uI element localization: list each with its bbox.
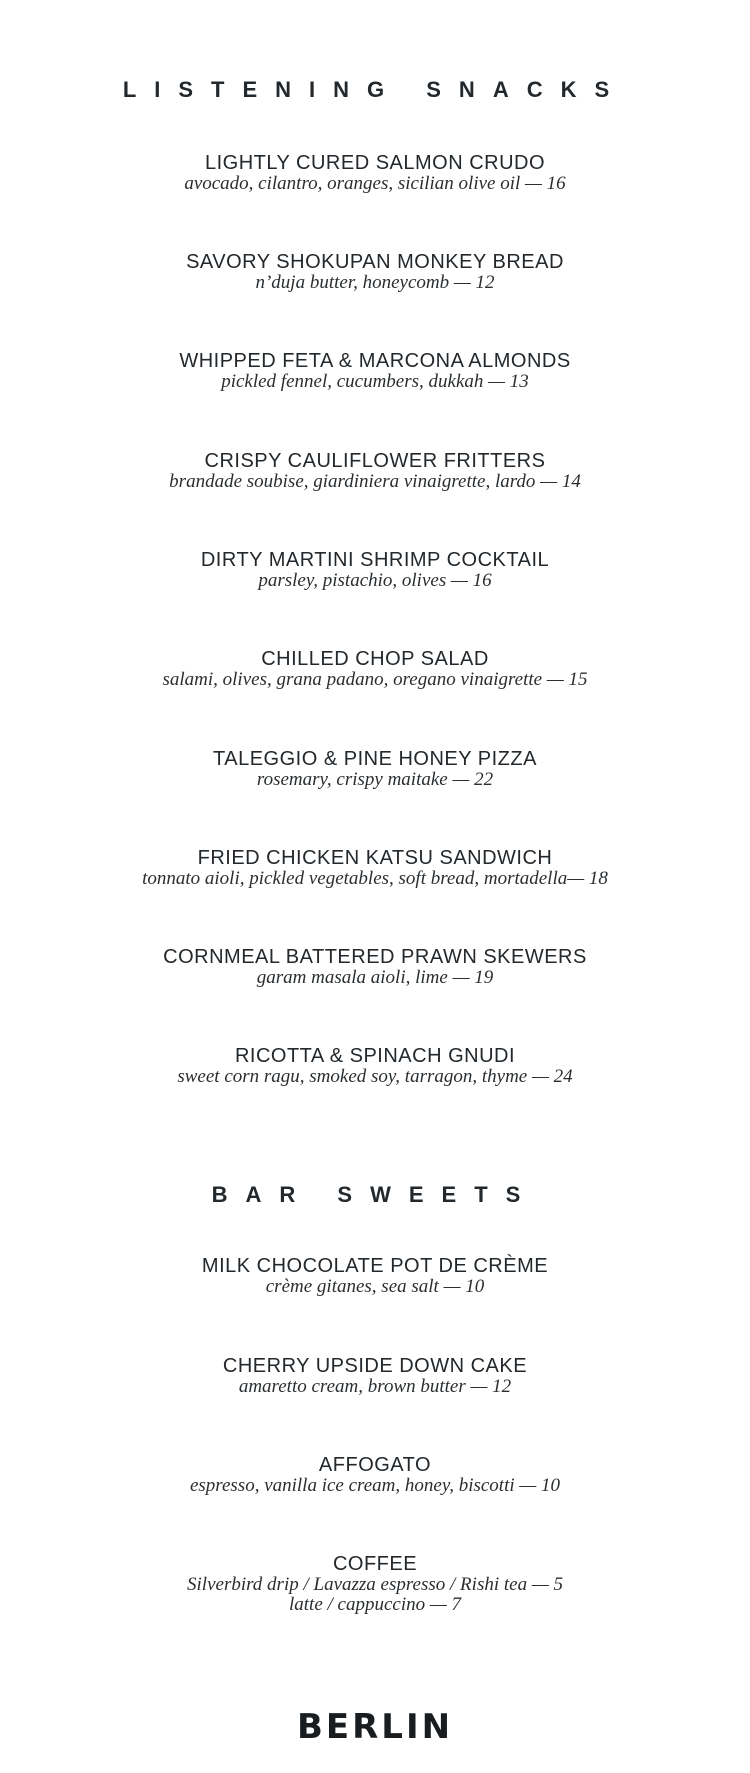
menu-item: [0, 847, 750, 889]
menu-item: [0, 648, 750, 690]
menu-item-description: brandade soubise, giardiniera vinaigrette, lardo — 14: [169, 471, 581, 492]
menu-item-description: amaretto cream, brown butter — 12: [238, 1376, 512, 1397]
menu-item-name: LIGHTLY CURED SALMON CRUDO: [204, 152, 546, 174]
menu-item-description: rosemary, crispy maitake — 22: [256, 769, 494, 790]
menu-item: [0, 1355, 750, 1397]
menu-item: [0, 549, 750, 591]
menu-item: [0, 1255, 750, 1297]
menu-item-name: MILK CHOCOLATE POT DE CRÈME: [201, 1255, 549, 1277]
menu-item-description: avocado, cilantro, oranges, sicilian olive oil — 16: [184, 173, 566, 194]
menu-item-name: CHILLED CHOP SALAD: [261, 648, 489, 670]
menu-item: [0, 1045, 750, 1087]
menu-item: [0, 251, 750, 293]
berlin-logo: BERLIN: [296, 1707, 454, 1747]
menu-item: [0, 350, 750, 392]
menu-item-name: TALEGGIO & PINE HONEY PIZZA: [213, 748, 537, 770]
menu-item-name: RICOTTA & SPINACH GNUDI: [234, 1045, 516, 1067]
menu-item-name: WHIPPED FETA & MARCONA ALMONDS: [179, 350, 571, 372]
menu-item-description-secondary: latte / cappuccino — 7: [288, 1594, 462, 1615]
menu-item: [0, 748, 750, 790]
menu-item-name: CHERRY UPSIDE DOWN CAKE: [222, 1355, 528, 1377]
menu-item-name: CRISPY CAULIFLOWER FRITTERS: [204, 450, 546, 472]
menu-item-name: CORNMEAL BATTERED PRAWN SKEWERS: [163, 946, 587, 968]
menu-item-name: DIRTY MARTINI SHRIMP COCKTAIL: [200, 549, 550, 571]
menu-item-description: n’duja butter, honeycomb — 12: [255, 272, 495, 293]
menu-item-name: SAVORY SHOKUPAN MONKEY BREAD: [186, 251, 564, 273]
menu-item: [0, 946, 750, 988]
menu-item-description: pickled fennel, cucumbers, dukkah — 13: [221, 371, 529, 392]
menu-item-description: espresso, vanilla ice cream, honey, biscotti — 10: [189, 1475, 561, 1496]
menu-item: [0, 152, 750, 194]
menu-item: [0, 1553, 750, 1615]
menu-item-name: FRIED CHICKEN KATSU SANDWICH: [197, 847, 553, 869]
section-title-bar-sweets: BAR SWEETS: [211, 1182, 539, 1207]
menu-item-name: AFFOGATO: [318, 1454, 432, 1476]
menu-item-description: parsley, pistachio, olives — 16: [258, 570, 492, 591]
menu-item-description: salami, olives, grana padano, oregano vinaigrette — 15: [162, 669, 588, 690]
section-title-listening-snacks: LISTENING SNACKS: [122, 77, 628, 102]
menu-item-description: sweet corn ragu, smoked soy, tarragon, thyme — 24: [177, 1066, 573, 1087]
menu-item: [0, 1454, 750, 1496]
menu-item: [0, 450, 750, 492]
menu-item-description: garam masala aioli, lime — 19: [256, 967, 494, 988]
menu-item-description: Silverbird drip / Lavazza espresso / Rishi tea — 5: [187, 1574, 563, 1595]
menu-item-description: tonnato aioli, pickled vegetables, soft bread, mortadella— 18: [142, 868, 608, 889]
menu-item-name: COFFEE: [332, 1553, 418, 1575]
menu-item-description: crème gitanes, sea salt — 10: [265, 1276, 485, 1297]
